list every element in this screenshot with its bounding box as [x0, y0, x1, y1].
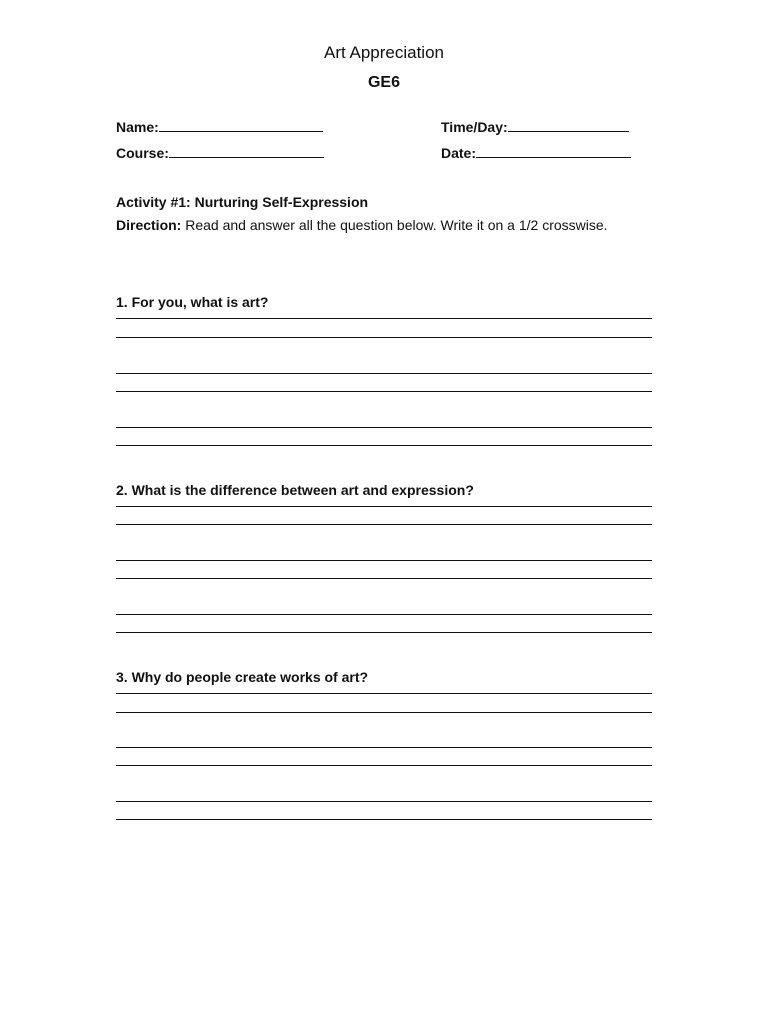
name-field	[116, 117, 323, 136]
time-day-blank[interactable]	[508, 117, 629, 132]
answer-line[interactable]	[116, 337, 652, 338]
answer-line[interactable]	[116, 712, 652, 713]
direction-paragraph	[116, 213, 652, 238]
question-2: 2. What is the difference between art and expression?	[116, 482, 474, 498]
answer-line[interactable]	[116, 632, 652, 633]
answer-line[interactable]	[116, 506, 652, 507]
answer-line[interactable]	[116, 318, 652, 319]
answer-line[interactable]	[116, 391, 652, 392]
answer-line[interactable]	[116, 693, 652, 694]
course-label: Course:	[116, 145, 169, 161]
answer-line[interactable]	[116, 801, 652, 802]
answer-line[interactable]	[116, 747, 652, 748]
date-field	[441, 143, 631, 162]
answer-line[interactable]	[116, 578, 652, 579]
answer-line[interactable]	[116, 819, 652, 820]
direction-text: Read and answer all the question below. Write it on a 1/2 crosswise.	[185, 217, 608, 233]
course-field	[116, 143, 324, 162]
direction-label: Direction:	[116, 217, 182, 233]
answer-line[interactable]	[116, 524, 652, 525]
question-1: 1. For you, what is art?	[116, 294, 269, 310]
activity-title: Activity #1: Nurturing Self-Expression	[116, 194, 369, 210]
answer-line[interactable]	[116, 445, 652, 446]
course-code: GE6	[367, 74, 400, 91]
time-day-label: Time/Day:	[441, 119, 508, 135]
answer-line[interactable]	[116, 614, 652, 615]
question-3: 3. Why do people create works of art?	[116, 669, 369, 685]
name-label: Name:	[116, 119, 159, 135]
answer-line[interactable]	[116, 373, 652, 374]
answer-line[interactable]	[116, 427, 652, 428]
name-blank[interactable]	[159, 117, 323, 132]
time-day-field	[441, 117, 629, 136]
answer-line[interactable]	[116, 765, 652, 766]
course-blank[interactable]	[169, 143, 324, 158]
date-label: Date:	[441, 145, 477, 161]
page-title: Art Appreciation	[323, 43, 444, 62]
answer-line[interactable]	[116, 560, 652, 561]
date-blank[interactable]	[476, 143, 631, 158]
